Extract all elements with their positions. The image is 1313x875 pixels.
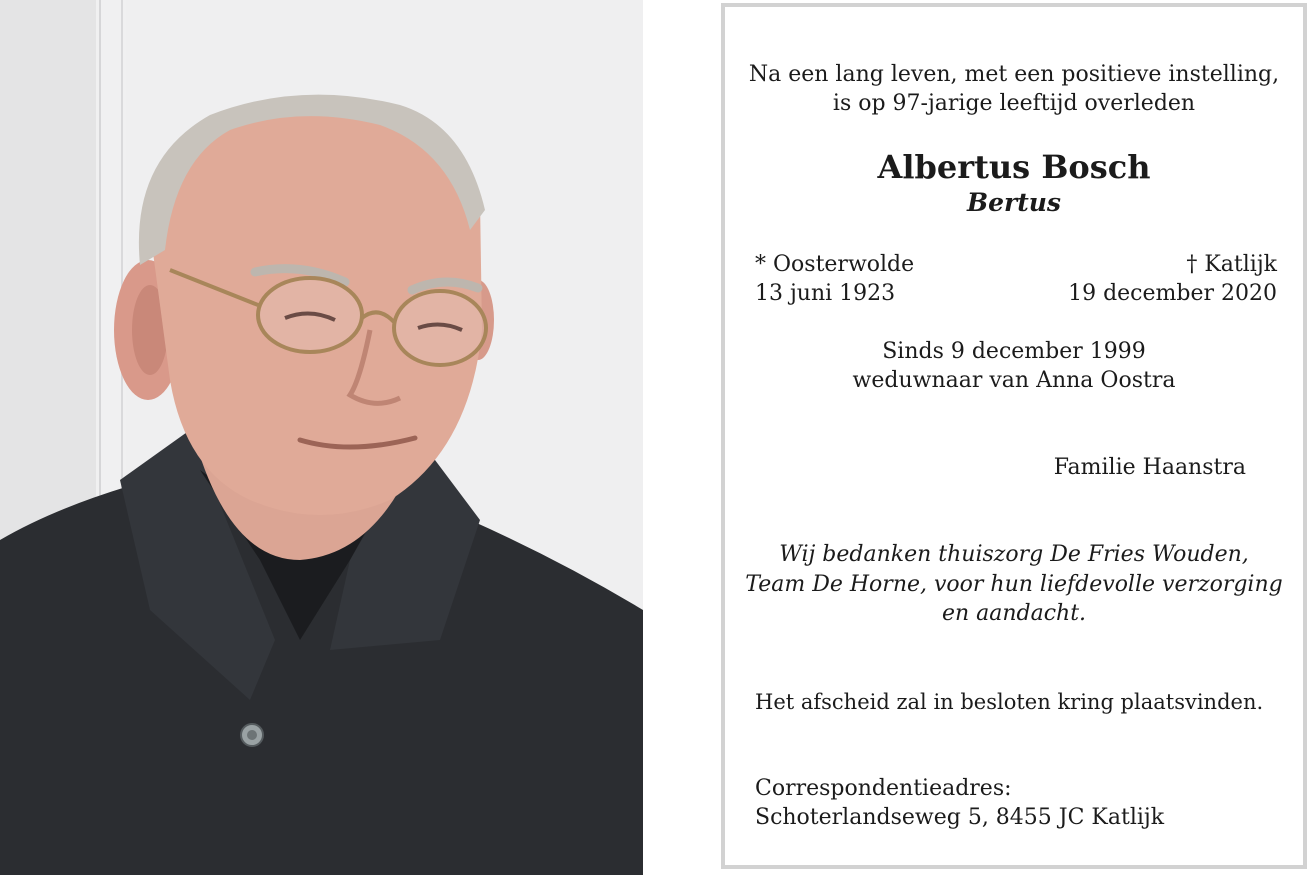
intro-line-1: Na een lang leven, met een positieve instelling, bbox=[748, 62, 1280, 87]
family-signature: Familie Haanstra bbox=[1053, 455, 1246, 480]
correspondence-label: Correspondentieadres: bbox=[755, 776, 1012, 801]
correspondence-address: Schoterlandseweg 5, 8455 JC Katlijk bbox=[755, 805, 1165, 830]
death-date: 19 december 2020 bbox=[1068, 281, 1277, 306]
birth-date: 13 juni 1923 bbox=[755, 281, 896, 306]
portrait-illustration bbox=[0, 0, 643, 875]
death-place: † Katlijk bbox=[1186, 252, 1277, 277]
thanks-line-1: Wij bedanken thuiszorg De Fries Wouden, bbox=[779, 542, 1249, 567]
intro-line-2: is op 97-jarige leeftijd overleden bbox=[832, 91, 1196, 116]
birth-place: * Oosterwolde bbox=[755, 252, 915, 277]
deceased-name: Albertus Bosch bbox=[877, 148, 1151, 186]
obituary-card bbox=[721, 3, 1307, 869]
thanks-line-3: en aandacht. bbox=[941, 601, 1087, 626]
deceased-nickname: Bertus bbox=[966, 188, 1061, 217]
widower-line-1: Sinds 9 december 1999 bbox=[882, 339, 1146, 364]
portrait-photo bbox=[0, 0, 643, 875]
thanks-line-2: Team De Horne, voor hun liefdevolle verzorging bbox=[745, 572, 1283, 597]
farewell-notice: Het afscheid zal in besloten kring plaatsvinden. bbox=[755, 690, 1264, 714]
widower-line-2: weduwnaar van Anna Oostra bbox=[852, 368, 1176, 393]
